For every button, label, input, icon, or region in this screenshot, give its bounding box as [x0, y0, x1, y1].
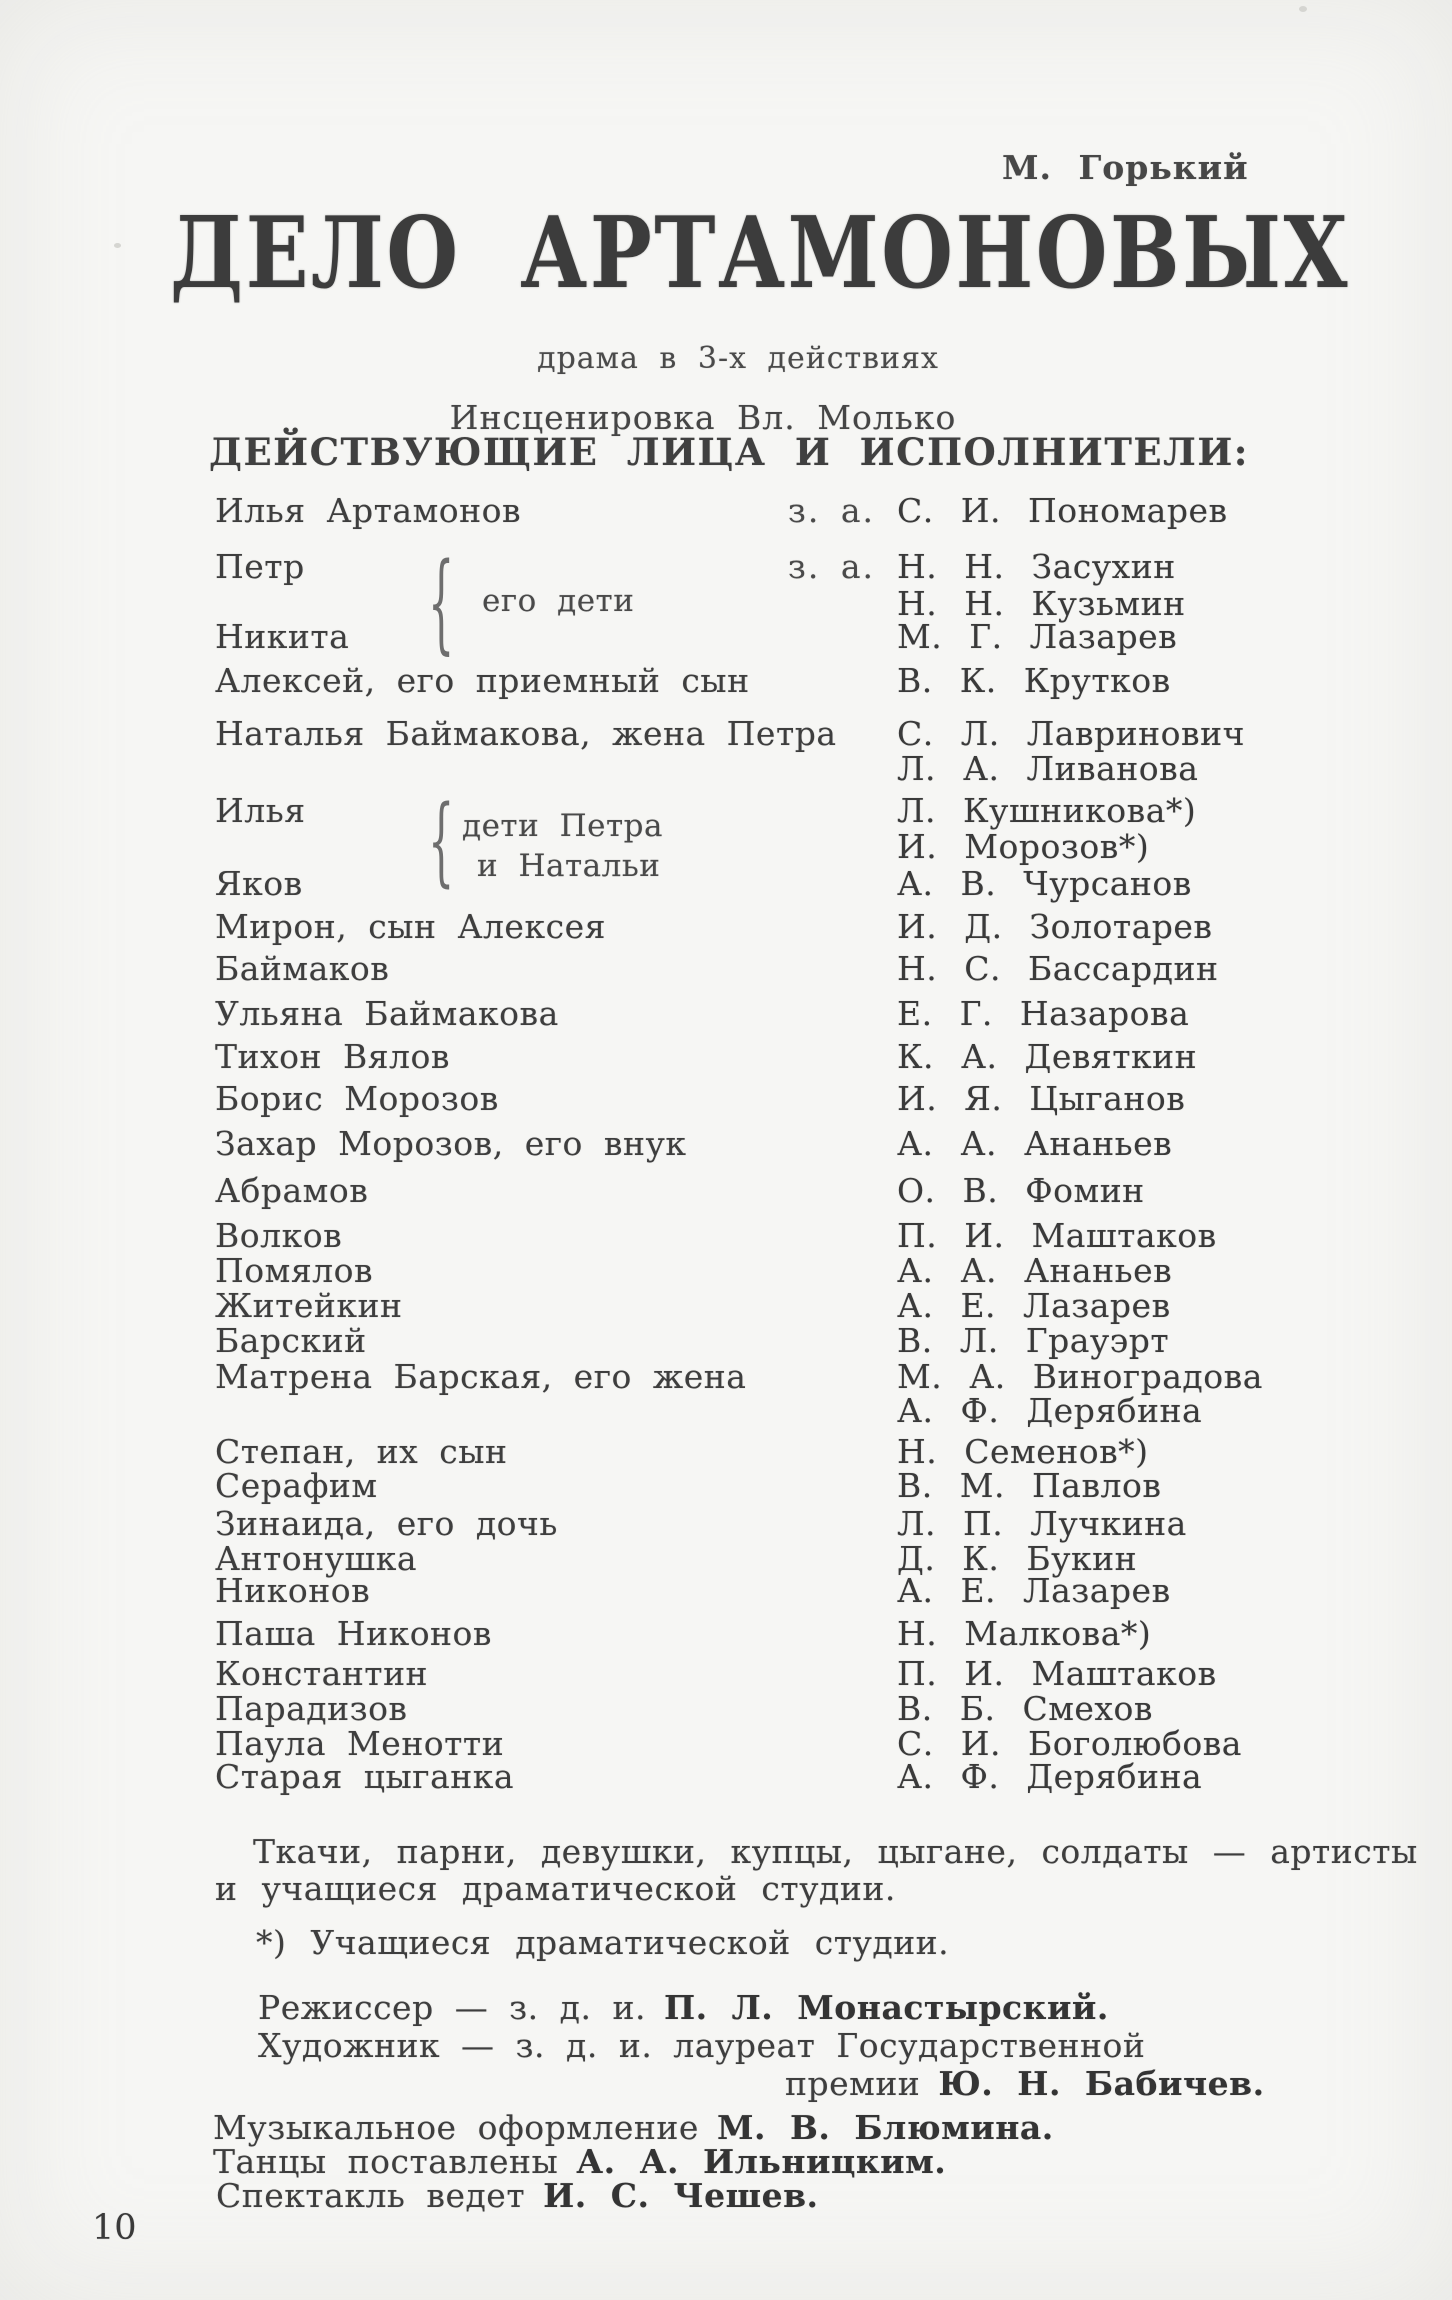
character-name: Илья Артамонов [215, 491, 522, 530]
performer-name: В. Б. Смехов [897, 1689, 1153, 1728]
honorific-prefix [780, 619, 885, 655]
honorific-prefix [780, 866, 885, 902]
cast-row [215, 1616, 1332, 1652]
cast-row [215, 549, 1332, 585]
honorific-prefix [780, 716, 885, 752]
performer-name: А. А. Ананьев [897, 1124, 1173, 1163]
honorific-prefix [780, 1081, 885, 1117]
character-name: Илья [215, 791, 306, 830]
honorific-prefix [780, 1323, 885, 1359]
performer-name: В. К. Крутков [897, 661, 1171, 700]
character-name: Тихон Вялов [215, 1037, 450, 1076]
performer-name: И. Я. Цыганов [897, 1079, 1186, 1118]
character-name: Абрамов [215, 1171, 369, 1210]
honorific-prefix [780, 909, 885, 945]
honorific-prefix [780, 751, 885, 787]
performer-name: И. Морозов*) [897, 827, 1150, 866]
adaptation-credit: Инсценировка Вл. Молько [449, 398, 957, 437]
performer-name: В. М. Павлов [897, 1466, 1162, 1505]
performer-name: А. В. Чурсанов [897, 864, 1192, 903]
performer-name: Н. Н. Кузьмин [897, 584, 1186, 623]
performer-name: А. А. Ананьев [897, 1251, 1173, 1290]
cast-row [215, 793, 1332, 829]
performer-name: Н. Малкова*) [897, 1614, 1152, 1653]
character-name: Зинаида, его дочь [215, 1504, 558, 1543]
author-name: М. Горький [1002, 148, 1249, 187]
character-name: Житейкин [215, 1286, 403, 1325]
performer-name: К. А. Девяткин [897, 1037, 1198, 1076]
performer-name: П. И. Маштаков [897, 1654, 1217, 1693]
cast-row [215, 1393, 1332, 1429]
cast-row [215, 829, 1332, 865]
cast-row [215, 493, 1332, 529]
character-name: Старая цыганка [215, 1757, 515, 1796]
honorific-prefix [780, 1393, 885, 1429]
character-name [215, 751, 780, 787]
honorific-prefix [780, 1359, 885, 1395]
honorific-prefix [780, 1656, 885, 1692]
honorific-prefix [780, 1506, 885, 1542]
cast-heading: ДЕЙСТВУЮЩИЕ ЛИЦА И ИСПОЛНИТЕЛИ: [209, 430, 1249, 474]
cast-row [215, 1573, 1332, 1609]
dance-label: Танцы поставлены [213, 2142, 559, 2181]
honorific-prefix [780, 1541, 885, 1577]
page-number: 10 [92, 2208, 137, 2248]
character-name: Наталья Баймакова, жена Петра [215, 714, 837, 753]
performer-name: Е. Г. Назарова [897, 994, 1190, 1033]
performer-name: А. Е. Лазарев [897, 1286, 1171, 1325]
performer-name: Н. Семенов*) [897, 1432, 1149, 1471]
scan-speck [1299, 6, 1307, 12]
cast-row [215, 1359, 1332, 1395]
character-name: Никита [215, 617, 350, 656]
performer-name: Л. А. Ливанова [897, 749, 1199, 788]
group-label-grandchildren-line2: и Натальи [477, 848, 661, 884]
character-name: Барский [215, 1321, 367, 1360]
character-name: Мирон, сын Алексея [215, 907, 606, 946]
character-name [215, 1393, 780, 1429]
honorific-prefix [780, 996, 885, 1032]
honorific-prefix [780, 1288, 885, 1324]
honorific-prefix [780, 586, 885, 622]
play-title: ДЕЛО АРТАМОНОВЫХ [170, 196, 1350, 311]
footnote: *) Учащиеся драматической студии. [256, 1923, 950, 1962]
designer-name: Ю. Н. Бабичев. [938, 2064, 1265, 2103]
performer-name: П. И. Маштаков [897, 1216, 1217, 1255]
character-name: Серафим [215, 1466, 378, 1505]
play-subtitle: драма в 3-х действиях [537, 341, 939, 376]
cast-row [215, 1656, 1332, 1692]
honorific-prefix: з. а. [787, 491, 875, 530]
character-name: Захар Морозов, его внук [215, 1124, 687, 1163]
performer-name: С. И. Пономарев [897, 491, 1228, 530]
director-credit [258, 1988, 1109, 2027]
designer-line2-label: премии [785, 2064, 921, 2103]
character-name: Петр [215, 547, 305, 586]
character-name: Паша Никонов [215, 1614, 493, 1653]
cast-row [215, 1253, 1332, 1289]
performer-name: И. Д. Золотарев [897, 907, 1213, 946]
stage-manager-credit [216, 2176, 819, 2215]
group-brace-children: { [428, 538, 455, 666]
performer-name: Н. Н. Засухин [897, 547, 1176, 586]
performer-name: Л. П. Лучкина [897, 1504, 1187, 1543]
honorific-prefix [780, 1126, 885, 1162]
group-label-children: его дети [482, 583, 635, 619]
honorific-prefix [780, 951, 885, 987]
dance-name: А. А. Ильницким. [576, 2142, 947, 2181]
honorific-prefix [780, 663, 885, 699]
character-name: Баймаков [215, 949, 390, 988]
cast-row [215, 1434, 1332, 1470]
cast-row [215, 1323, 1332, 1359]
cast-row [215, 1691, 1332, 1727]
character-name: Помялов [215, 1251, 374, 1290]
character-name: Матрена Барская, его жена [215, 1357, 747, 1396]
cast-row [215, 1039, 1332, 1075]
stage-label: Спектакль ведет [216, 2176, 526, 2215]
cast-row [215, 1173, 1332, 1209]
character-name: Борис Морозов [215, 1079, 499, 1118]
cast-row [215, 996, 1332, 1032]
performer-name: М. Г. Лазарев [897, 617, 1178, 656]
director-label: Режиссер — з. д. и. [258, 1988, 646, 2027]
character-name: Волков [215, 1216, 343, 1255]
honorific-prefix [780, 1039, 885, 1075]
character-name: Алексей, его приемный сын [215, 661, 750, 700]
cast-row [215, 866, 1332, 902]
performer-name: Н. С. Бассардин [897, 949, 1219, 988]
director-name: П. Л. Монастырский. [663, 1988, 1109, 2027]
character-name: Степан, их сын [215, 1432, 508, 1471]
cast-row [215, 619, 1332, 655]
performer-name: А. Е. Лазарев [897, 1571, 1171, 1610]
honorific-prefix [780, 829, 885, 865]
cast-row [215, 1506, 1332, 1542]
designer-credit [258, 2026, 1145, 2065]
honorific-prefix [780, 1468, 885, 1504]
performer-name: А. Ф. Дерябина [897, 1391, 1203, 1430]
cast-row [215, 1468, 1332, 1504]
performer-name: А. Ф. Дерябина [897, 1757, 1203, 1796]
stage-name: И. С. Чешев. [543, 2176, 819, 2215]
character-name: Яков [215, 864, 303, 903]
designer-credit-line2 [785, 2064, 1265, 2103]
honorific-prefix [780, 793, 885, 829]
honorific-prefix [780, 1173, 885, 1209]
cast-row [215, 1759, 1332, 1795]
performer-name: В. Л. Грауэрт [897, 1321, 1170, 1360]
honorific-prefix [780, 1434, 885, 1470]
group-label-grandchildren-line1: дети Петра [462, 808, 663, 844]
ensemble-note-line2: и учащиеся драматической студии. [215, 1869, 896, 1908]
group-brace-grandchildren: { [428, 783, 455, 897]
performer-name: С. Л. Лавринович [897, 714, 1245, 753]
scan-speck [114, 243, 121, 248]
character-name: Антонушка [215, 1539, 418, 1578]
cast-row [215, 663, 1332, 699]
performer-name: Д. К. Букин [897, 1539, 1138, 1578]
performer-name: Л. Кушникова*) [897, 791, 1197, 830]
honorific-prefix [780, 1616, 885, 1652]
cast-row [215, 1288, 1332, 1324]
character-name: Константин [215, 1654, 429, 1693]
performer-name: М. А. Виноградова [897, 1357, 1263, 1396]
cast-row [215, 751, 1332, 787]
performer-name: С. И. Боголюбова [897, 1724, 1242, 1763]
character-name: Ульяна Баймакова [215, 994, 559, 1033]
cast-row [215, 909, 1332, 945]
cast-row [215, 1126, 1332, 1162]
honorific-prefix [780, 1759, 885, 1795]
music-name: М. В. Блюмина. [716, 2108, 1054, 2147]
cast-row [215, 716, 1332, 752]
honorific-prefix [780, 1253, 885, 1289]
honorific-prefix [780, 1573, 885, 1609]
character-name: Паула Менотти [215, 1724, 505, 1763]
character-name: Парадизов [215, 1689, 408, 1728]
ensemble-note-line1: Ткачи, парни, девушки, купцы, цыгане, солдаты — артисты [253, 1832, 1418, 1871]
cast-row [215, 951, 1332, 987]
performer-name: О. В. Фомин [897, 1171, 1145, 1210]
music-label: Музыкальное оформление [213, 2108, 699, 2147]
honorific-prefix [780, 1726, 885, 1762]
honorific-prefix: з. а. [787, 547, 875, 586]
honorific-prefix [780, 1218, 885, 1254]
honorific-prefix [780, 1691, 885, 1727]
cast-row [215, 1081, 1332, 1117]
designer-label: Художник — з. д. и. лауреат Государственной [258, 2026, 1146, 2065]
cast-row [215, 1218, 1332, 1254]
character-name: Никонов [215, 1571, 371, 1610]
